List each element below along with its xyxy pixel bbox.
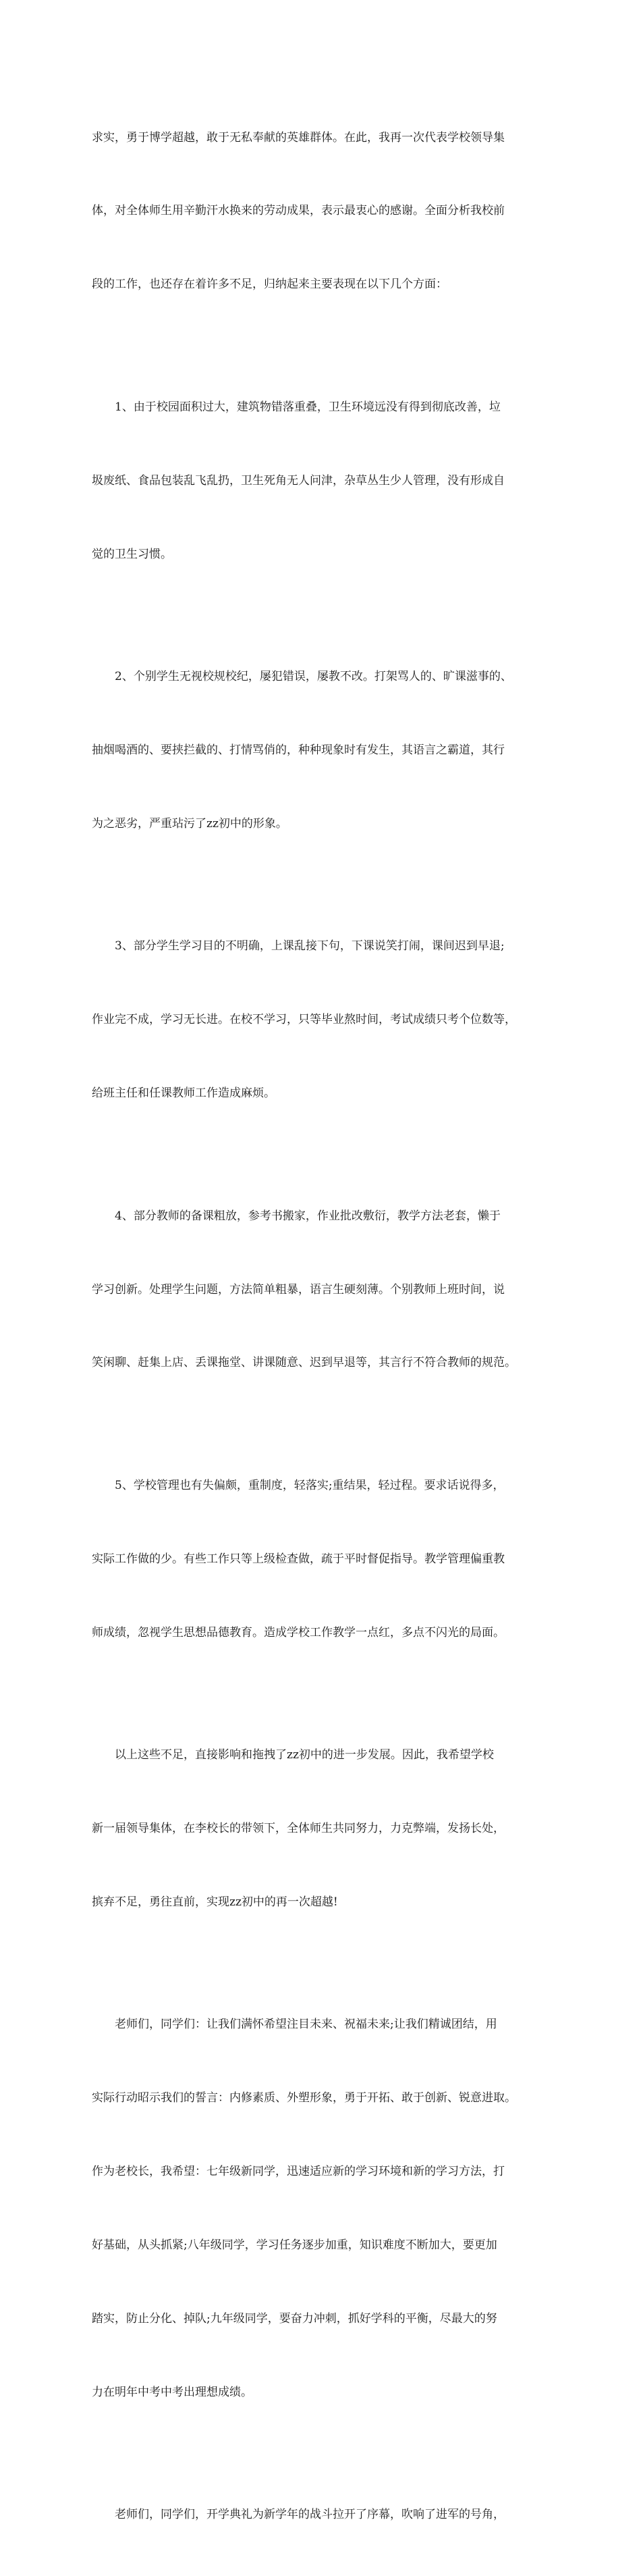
text-line: 以上这些不足，直接影响和拖拽了zz初中的进一步发展。因此，我希望学校	[115, 1748, 494, 1762]
text-line: 好基础，从头抓紧;八年级同学，学习任务逐步加重，知识难度不断加大，要更加	[92, 2238, 497, 2253]
text-line: 作业完不成，学习无长进。在校不学习，只等毕业熬时间，考试成绩只考个位数等，	[92, 1013, 516, 1027]
paragraph-address-hopes	[92, 1964, 557, 2454]
text-line: 实际行动昭示我们的誓言：内修素质、外塑形象，勇于开拓、敢于创新、锐意进取。	[92, 2091, 516, 2105]
text-line: 老师们，同学们：让我们满怀希望注目未来、祝福未来;让我们精诚团结，用	[115, 2018, 497, 2032]
text-line: 段的工作，也还存在着许多不足，归纳起来主要表现在以下几个方面：	[92, 278, 447, 292]
text-line: 作为老校长，我希望：七年级新同学，迅速适应新的学习环境和新的学习方法，打	[92, 2165, 505, 2179]
paragraph-closing	[92, 2454, 557, 2576]
paragraph-point-1	[92, 346, 557, 615]
text-line: 圾废纸、食品包装乱飞乱扔，卫生死角无人问津，杂草丛生少人管理，没有形成自	[92, 473, 505, 488]
text-line: 5、学校管理也有失偏颇，重制度，轻落实;重结果，轻过程。要求话说得多，	[115, 1478, 505, 1492]
text-line: 笑闲聊、赶集上店、丢课拖堂、讲课随意、迟到早退等，其言行不符合教师的规范。	[92, 1356, 516, 1370]
paragraph-point-5	[92, 1424, 557, 1693]
paragraph-conclusion	[92, 1694, 557, 1964]
text-line: 体，对全体师生用辛勤汗水换来的劳动成果，表示最衷心的感谢。全面分析我校前	[92, 204, 505, 218]
document-body	[92, 76, 557, 2576]
text-line: 为之恶劣，严重玷污了zz初中的形象。	[92, 816, 287, 831]
text-line: 踏实，防止分化、掉队;九年级同学，要奋力冲刺，抓好学科的平衡，尽最大的努	[92, 2312, 497, 2326]
paragraph-point-2	[92, 616, 557, 885]
paragraph-point-3	[92, 885, 557, 1155]
text-line: 抽烟喝酒的、要挟拦截的、打情骂俏的，种种现象时有发生，其语言之霸道，其行	[92, 743, 505, 758]
text-line: 力在明年中考中考出理想成绩。	[92, 2385, 252, 2399]
text-line: 学习创新。处理学生问题，方法简单粗暴，语言生硬刻薄。个别教师上班时间，说	[92, 1282, 505, 1296]
paragraph-intro-continuation	[92, 76, 557, 346]
text-line: 4、部分教师的备课粗放，参考书搬家，作业批改敷衍，教学方法老套，懒于	[115, 1209, 501, 1223]
text-line: 实际工作做的少。有些工作只等上级检查做，疏于平时督促指导。教学管理偏重教	[92, 1552, 505, 1566]
text-line: 3、部分学生学习目的不明确，上课乱接下句，下课说笑打闹，课间迟到早退;	[115, 939, 505, 953]
text-line: 求实，勇于博学超越，敢于无私奉献的英雄群体。在此，我再一次代表学校领导集	[92, 130, 505, 144]
text-line: 觉的卫生习惯。	[92, 547, 172, 561]
text-line: 摈弃不足，勇往直前，实现zz初中的再一次超越!	[92, 1895, 338, 1909]
text-line: 新一届领导集体，在李校长的带领下，全体师生共同努力，力克弊端，发扬长处，	[92, 1822, 505, 1836]
text-line: 老师们，同学们，开学典礼为新学年的战斗拉开了序幕，吹响了进军的号角，	[115, 2508, 505, 2522]
text-line: 给班主任和任课教师工作造成麻烦。	[92, 1086, 275, 1101]
paragraph-point-4	[92, 1155, 557, 1424]
text-line: 师成绩，忽视学生思想品德教育。造成学校工作教学一点红，多点不闪光的局面。	[92, 1625, 505, 1639]
text-line: 1、由于校园面积过大，建筑物错落重叠，卫生环境远没有得到彻底改善，垃	[115, 400, 501, 414]
text-line: 2、个别学生无视校规校纪，屡犯错误，屡教不改。打架骂人的、旷课滋事的、	[115, 670, 512, 684]
